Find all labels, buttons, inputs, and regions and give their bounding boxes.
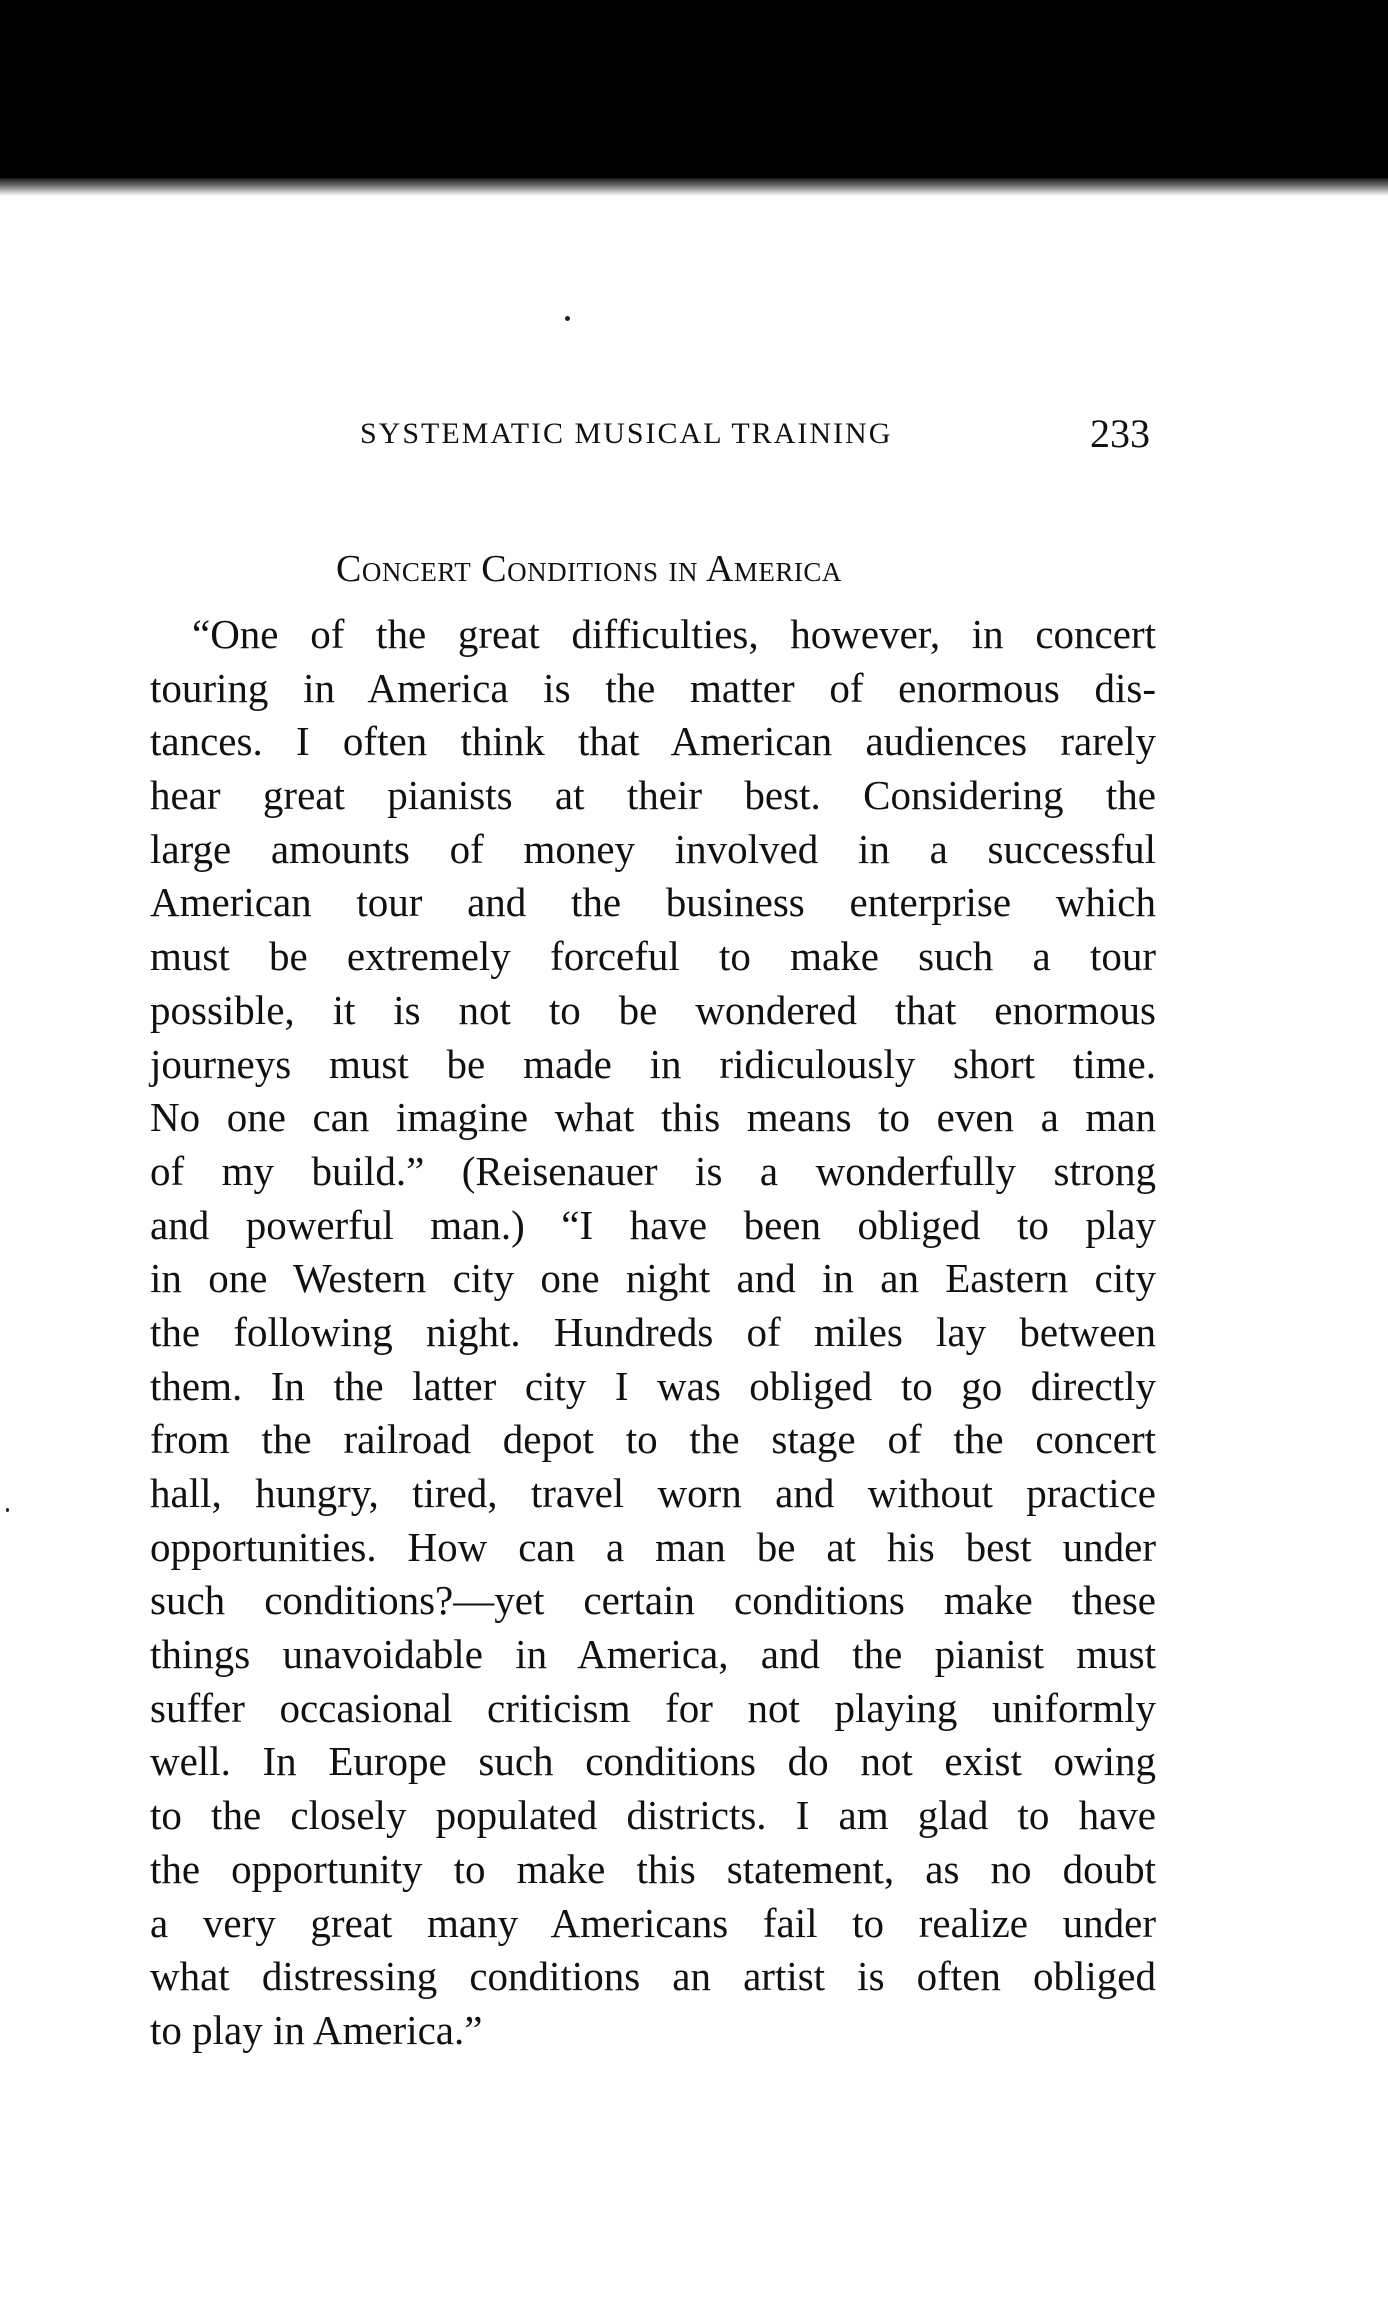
text-line: American tour and the business enterprise which	[150, 879, 1156, 926]
scan-speck	[6, 1508, 9, 1512]
text-line: No one can imagine what this means to even a man	[150, 1094, 1156, 1141]
text-line: suffer occasional criticism for not playing uniformly	[150, 1684, 1156, 1731]
text-line: to play in America.”	[150, 2006, 483, 2053]
running-head	[0, 411, 1388, 474]
text-line: to the closely populated districts. I am glad to have	[150, 1792, 1156, 1839]
body-paragraph	[150, 608, 1156, 2058]
running-title: SYSTEMATIC MUSICAL TRAINING	[360, 417, 893, 450]
text-line: touring in America is the matter of enormous dis-	[150, 664, 1156, 711]
text-line: hall, hungry, tired, travel worn and without practice	[150, 1470, 1156, 1516]
text-line: and powerful man.) “I have been obliged to play	[150, 1201, 1156, 1248]
text-line: opportunities. How can a man be at his best under	[150, 1523, 1156, 1570]
text-line: the opportunity to make this statement, as no doubt	[150, 1845, 1156, 1892]
text-line: journeys must be made in ridiculously short time.	[150, 1040, 1156, 1087]
scan-speck	[565, 316, 570, 321]
text-line: them. In the latter city I was obliged to go directly	[150, 1362, 1156, 1409]
scan-border-fade	[0, 178, 1388, 196]
text-line: things unavoidable in America, and the pianist must	[150, 1631, 1156, 1678]
section-heading: Concert Conditions in America	[336, 548, 842, 590]
text-line: must be extremely forceful to make such a tour	[150, 933, 1156, 980]
text-line: tances. I often think that American audiences rarely	[150, 718, 1156, 765]
text-line: large amounts of money involved in a successful	[150, 825, 1156, 872]
text-line: in one Western city one night and in an Eastern city	[150, 1255, 1156, 1302]
page-number: 233	[1090, 411, 1150, 456]
text-line: what distressing conditions an artist is often obliged	[150, 1953, 1156, 2000]
text-line: possible, it is not to be wondered that enormous	[150, 986, 1156, 1033]
text-line: of my build.” (Reisenauer is a wonderfully strong	[150, 1147, 1156, 1194]
text-line: “One of the great difficulties, however, in concert	[192, 611, 1156, 657]
text-line: well. In Europe such conditions do not exist owing	[150, 1738, 1156, 1785]
text-line: such conditions?—yet certain conditions make these	[150, 1577, 1156, 1624]
scan-dark-border	[0, 0, 1388, 184]
text-line: the following night. Hundreds of miles lay between	[150, 1308, 1156, 1355]
text-line: a very great many Americans fail to realize under	[150, 1899, 1156, 1946]
text-line: hear great pianists at their best. Considering the	[150, 772, 1156, 819]
text-line: from the railroad depot to the stage of the concert	[150, 1416, 1156, 1463]
